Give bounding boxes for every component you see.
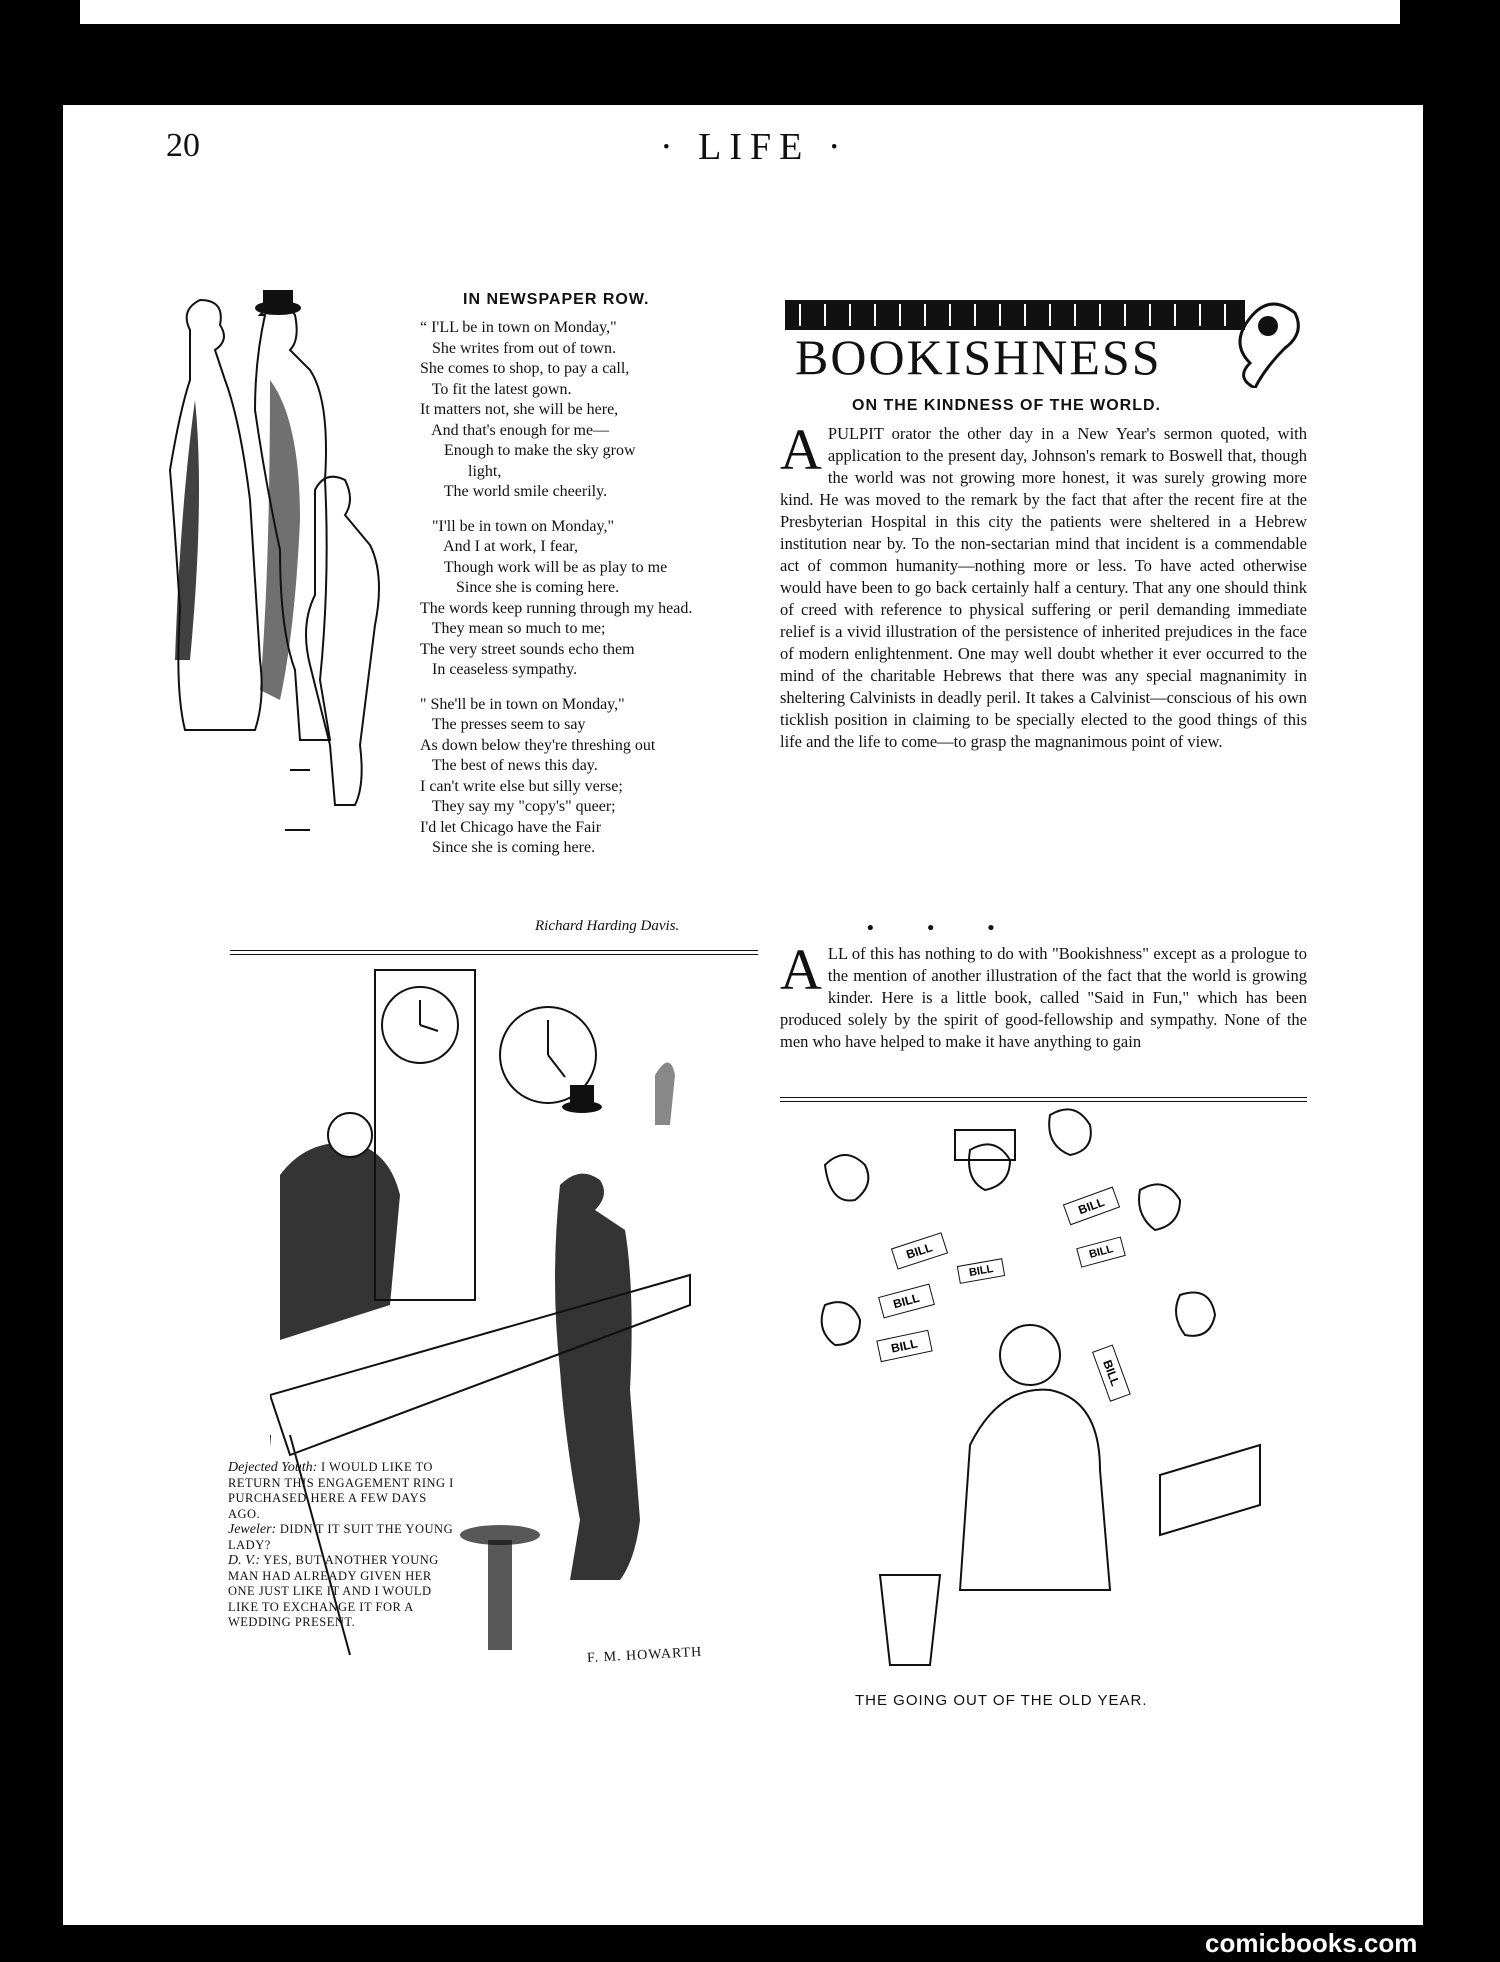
poem-line: Since she is coming here.: [420, 579, 620, 596]
old-year-cartoon: [800, 1105, 1280, 1675]
poem-stanza-1: [420, 318, 760, 503]
poem-line: Enough to make the sky grow: [420, 442, 636, 459]
artist-signature: F. M. HOWARTH: [586, 1644, 703, 1667]
poem-line: The world smile cheerily.: [420, 483, 608, 500]
speaker-label: Dejected Youth:: [228, 1460, 318, 1475]
poem-line: And I at work, I fear,: [420, 538, 578, 555]
poem-line: Since she is coming here.: [420, 839, 596, 856]
divider-left: [230, 950, 758, 955]
poem-line: The words keep running through my head.: [420, 599, 693, 617]
poem-stanza-3: [420, 695, 760, 859]
article-paragraph-1: [780, 417, 1307, 753]
article-paragraph-2: [780, 937, 1307, 1053]
cartoon-dialogue: [228, 1460, 458, 1631]
bill-label: BILL: [878, 1284, 935, 1319]
poem-line: It matters not, she will be here,: [420, 401, 619, 418]
watermark: comicbooks.com: [1205, 1928, 1418, 1958]
speaker-label: D. V.:: [228, 1553, 261, 1568]
bill-label: BILL: [1076, 1236, 1126, 1267]
poem-line: The presses seem to say: [420, 716, 586, 733]
poem-line: “ I'LL be in town on Monday,": [420, 319, 617, 336]
previous-page-strip: [80, 0, 1400, 24]
poem-line: To fit the latest gown.: [420, 380, 572, 398]
poem-line: I'd let Chicago have the Fair: [420, 818, 602, 836]
dialogue-text: DIDN'T IT SUIT THE YOUNG LADY?: [228, 1522, 454, 1552]
poem-line: As down below they're threshing out: [420, 736, 656, 754]
article-text: PULPIT orator the other day in a New Year's sermon quoted, with application to the present day, Johnson's remark to Boswell that, though the world was not growing more honest, it was surely growing more kind. He was moved to the remark by the fact that after the recent fire at the Presbyterian Hospital in this city the patients were sheltered in a Hebrew institution near by. To the non-sectarian mind that incident is a commendable act of common humanity—nothing more or less. To have acted otherwise would have been to go back certainly half a century. That any one should think of creed with reference to physical suffering or peril demanding immediate relief is a vivid illustration of the persistence of inherited prejudices in the face of modern enlightenment. One may well doubt whether it ever occurred to the mind of the charitable Hebrews that there was any special magnanimity in sheltering Calvinists in deadly peril. It takes a Calvinist—conscious of his own ticklish position in claiming to be specially elected to the good things of this life and the life to come—to grasp the magnanimous point of view.: [780, 424, 1307, 751]
poem-line: I can't write else but silly verse;: [420, 777, 623, 795]
dialogue-text: YES, BUT ANOTHER YOUNG MAN HAD ALREADY GIVEN HER ONE JUST LIKE IT AND I WOULD LIKE TO EXCHANGE IT FOR A WEDDING PRESENT.: [228, 1553, 439, 1629]
section-dots: • • •: [865, 918, 1019, 939]
drop-cap: A: [780, 417, 822, 482]
poem-line: light,: [420, 462, 502, 480]
poem-line: The best of news this day.: [420, 757, 598, 774]
masthead: · LIFE ·: [660, 126, 849, 168]
drop-cap: A: [780, 937, 822, 1002]
poem-line: They say my "copy's" queer;: [420, 798, 616, 815]
poem-line: The very street sounds echo them: [420, 640, 635, 658]
poem-line: "I'll be in town on Monday,": [420, 517, 614, 535]
page-number: 20: [166, 127, 200, 164]
cartoon-caption: THE GOING OUT OF THE OLD YEAR.: [855, 1692, 1148, 1709]
bill-label: BILL: [1063, 1187, 1120, 1226]
poem-line: She comes to shop, to pay a call,: [420, 360, 630, 377]
poem-line: Though work will be as play to me: [420, 558, 668, 576]
dialogue-text: I WOULD LIKE TO RETURN THIS ENGAGEMENT RING I PURCHASED HERE A FEW DAYS AGO.: [228, 1460, 454, 1521]
speaker-label: Jeweler:: [228, 1522, 277, 1537]
divider-right: [780, 1097, 1307, 1102]
poem-author: Richard Harding Davis.: [535, 918, 680, 934]
poem-line: She writes from out of town.: [420, 339, 616, 357]
bill-label: BILL: [876, 1330, 932, 1362]
bookishness-banner: BOOKISHNESS: [795, 329, 1162, 385]
poem-title: IN NEWSPAPER ROW.: [463, 291, 650, 308]
article-title: ON THE KINDNESS OF THE WORLD.: [852, 397, 1161, 414]
poem-line: And that's enough for me—: [420, 421, 610, 439]
poem-line: " She'll be in town on Monday,": [420, 695, 625, 713]
poem-body: [420, 318, 760, 873]
newspaper-row-illustration: [150, 290, 420, 870]
poem-line: They mean so much to me;: [420, 620, 606, 637]
article-text: LL of this has nothing to do with "Bookishness" except as a prologue to the mention of another illustration of the fact that the world is growing kinder. Here is a little book, called "Said in Fun," which has been produced solely by the spirit of good-fellowship and sympathy. None of the men who have helped to make it have anything to gain: [780, 944, 1307, 1051]
bill-label: BILL: [1092, 1344, 1131, 1401]
poem-line: In ceaseless sympathy.: [420, 661, 578, 678]
poem-stanza-2: [420, 517, 760, 681]
bill-label: BILL: [957, 1258, 1006, 1284]
bill-label: BILL: [891, 1232, 948, 1269]
